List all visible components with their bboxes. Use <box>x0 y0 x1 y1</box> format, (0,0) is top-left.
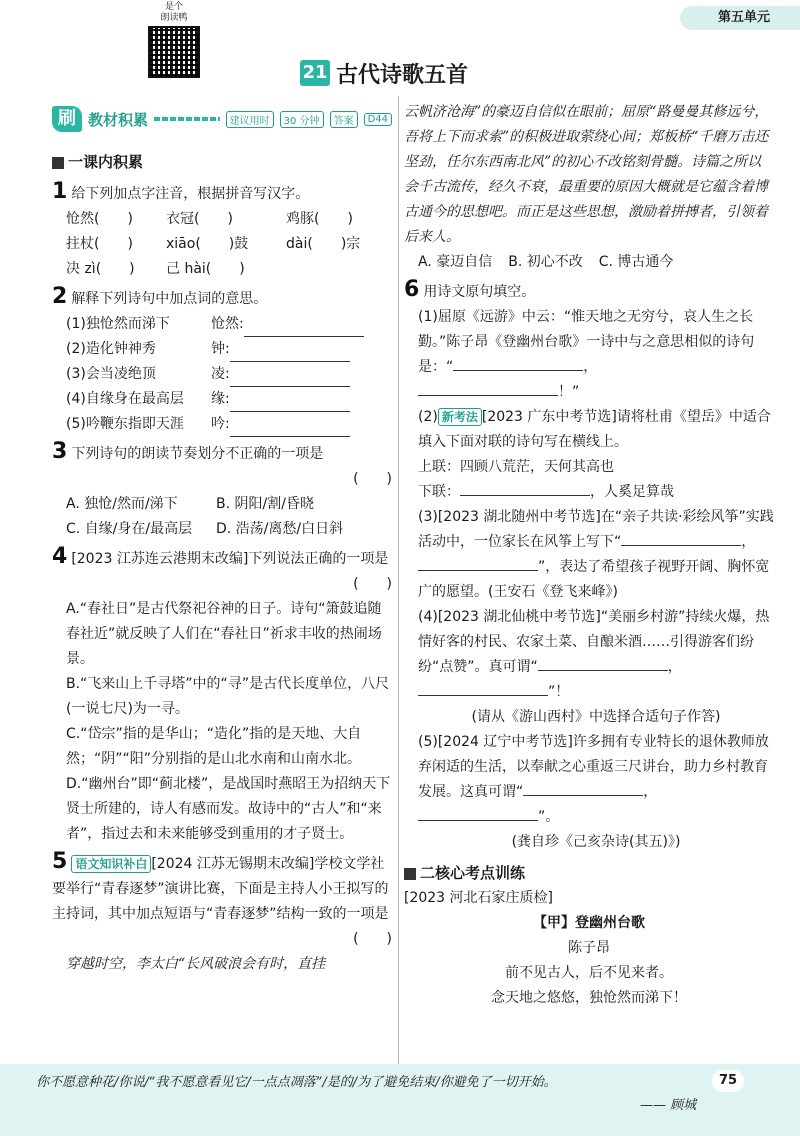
answer-blank[interactable] <box>621 545 741 546</box>
section-bar <box>52 106 392 132</box>
answer-blank[interactable] <box>538 670 668 671</box>
unit-tag: 第五单元 <box>680 6 800 30</box>
q2-item <box>52 312 392 337</box>
answer-blank[interactable] <box>230 412 350 437</box>
answer-blank[interactable] <box>418 570 538 571</box>
qr-code-icon[interactable] <box>148 26 200 78</box>
pinyin-item[interactable]: 拄杖( ) <box>66 236 133 252</box>
q5-options <box>404 250 774 275</box>
option-d[interactable]: D. 浩荡/离愁/白日斜 <box>216 521 344 537</box>
question-1 <box>52 179 392 282</box>
q2-word: 缘: <box>211 391 230 407</box>
q2-item <box>52 337 392 362</box>
answer-blank[interactable] <box>453 370 583 371</box>
item-text: ”。 <box>538 809 560 825</box>
answer-blank[interactable] <box>230 362 350 387</box>
source-label: [2023 河北石家庄质检] <box>404 890 554 906</box>
pinyin-item[interactable]: 怆然( ) <box>66 211 133 227</box>
right-column <box>404 100 774 1011</box>
option-a[interactable]: A. 独怆/然而/涕下 <box>66 496 178 512</box>
q6-item-4: (4)[2023 湖北仙桃中考节选]“美丽乡村游”持续火爆，热情好客的村民、农家土菜、自酿米酒……引得游客们纷纷“点赞”。真可谓“ ，”！ (请从《游山西村》中选择合适句子作答) <box>404 605 774 730</box>
lesson-number: 21 <box>300 60 330 86</box>
qr-caption-1: 是个 <box>164 2 183 12</box>
section-heading-text: 一课内积累 <box>68 153 144 171</box>
answer-page: D44 <box>364 113 392 126</box>
footer-quote: 你不愿意种花/你说/“我不愿意看见它/一点点凋落”/是的/为了避免结束/你避免了一切开始。 <box>36 1075 557 1090</box>
time-label: 建议用时 <box>226 111 274 128</box>
item-text: ！” <box>558 384 580 400</box>
question-text: 给下列加点字注音，根据拼音写汉字。 <box>71 186 310 202</box>
item-text: ”！ <box>548 684 570 700</box>
lesson-title-row <box>300 58 468 88</box>
q2-line: (3)会当凌绝顶 <box>66 366 156 382</box>
question-3 <box>52 439 392 542</box>
item-text: [2023 广东中考节选]请将杜甫《望岳》中适合填入下面对联的诗句写在横线上。 <box>418 409 771 450</box>
poem-line: 念天地之悠悠，独怆然而涕下！ <box>491 990 687 1006</box>
couplet-up: 上联：四顾八荒茫，天何其高也 <box>418 459 614 475</box>
lesson-title: 古代诗歌五首 <box>336 61 469 88</box>
option-c[interactable]: C. 博古通今 <box>598 254 674 270</box>
question-number: 1 <box>52 179 68 204</box>
q2-item <box>52 412 392 437</box>
pinyin-item[interactable]: 鸡豚( ) <box>286 211 353 227</box>
question-text: 用诗文原句填空。 <box>423 284 536 300</box>
q2-line: (1)独怆然而涕下 <box>66 316 170 332</box>
q2-word: 钟: <box>211 341 230 357</box>
item-note: (请从《游山西村》中选择合适句子作答) <box>471 709 721 725</box>
q2-line: (2)造化钟神秀 <box>66 341 156 357</box>
knowledge-tag: 语文知识补白 <box>71 855 151 873</box>
brush-icon: 刷 <box>52 106 82 132</box>
item-text: ”，表达了希望孩子视野开阔、胸怀宽广的愿望。(王安石《登飞来峰》) <box>418 559 770 600</box>
poem-line: 前不见古人，后不见来者。 <box>505 965 673 981</box>
question-text: 解释下列诗句中加点词的意思。 <box>71 291 268 307</box>
pinyin-item[interactable]: xiāo( )鼓 <box>166 236 249 252</box>
option-a[interactable]: A. 豪迈自信 <box>418 254 493 270</box>
answer-blank[interactable] <box>230 337 350 362</box>
section-heading-2 <box>404 861 774 886</box>
answer-blank[interactable] <box>523 795 643 796</box>
q6-item-1: (1)屈原《远游》中云：“惟天地之无穷兮，哀人生之长勤。”陈子昂《登幽州台歌》一诗中与之意思相似的诗句是：“ ， ！” <box>418 309 755 400</box>
divider-dots <box>154 117 220 121</box>
answer-blank[interactable] <box>230 387 350 412</box>
q2-word: 吟: <box>211 416 230 432</box>
item-text: (1)屈原《远游》中云：“惟天地之无穷兮，哀人生之长勤。”陈子昂《登幽州台歌》一诗中与之意思相似的诗句是：“ <box>418 309 755 375</box>
option-c[interactable]: C. 自缘/身在/最高层 <box>66 521 193 537</box>
poem-author: 陈子昂 <box>568 940 610 956</box>
new-method-tag: 新考法 <box>438 408 482 426</box>
answer-blank[interactable] <box>418 820 538 821</box>
question-text: [2024 江苏无锡期末改编]学校文学社要举行“青春逐梦”演讲比赛，下面是主持人小王拟写的主持词，其中加点短语与“青春逐梦”结构一致的一项是 <box>52 856 389 922</box>
answer-blank[interactable] <box>418 395 558 396</box>
couplet-label: 下联： <box>418 484 460 500</box>
question-number: 4 <box>52 544 68 569</box>
question-6 <box>404 277 774 855</box>
pinyin-item[interactable]: 衣冠( ) <box>166 211 233 227</box>
answer-blank[interactable] <box>460 495 590 496</box>
q2-item <box>52 362 392 387</box>
q2-word: 凌: <box>211 366 230 382</box>
section-heading-1 <box>52 150 392 175</box>
option-c[interactable]: C.“岱宗”指的是华山；“造化”指的是天地、大自然；“阴”“阳”分别指的是山北水南和山南水北。 <box>66 726 362 767</box>
item-note: (龚自珍《己亥杂诗(其五)》) <box>511 834 681 850</box>
page-number: 75 <box>712 1070 744 1092</box>
pinyin-item[interactable]: 己 hài( ) <box>166 261 245 277</box>
couplet-end: ，人奚足算哉 <box>590 484 674 500</box>
option-b[interactable]: B.“飞来山上千寻塔”中的“寻”是古代长度单位，八尺(一说七尺)为一寻。 <box>66 676 390 717</box>
passage-text: 穿越时空，李太白“长风破浪会有时，直挂 <box>66 956 326 972</box>
answer-blank[interactable] <box>418 695 548 696</box>
option-d[interactable]: D.“幽州台”即“蓟北楼”，是战国时燕昭王为招纳天下贤士所建的，诗人有感而发。故诗中的“古人”和“来者”，指过去和未来能够受到重用的才子贤士。 <box>66 776 391 842</box>
question-text: [2023 江苏连云港期末改编]下列说法正确的一项是 <box>71 551 389 567</box>
question-number: 5 <box>52 849 68 874</box>
option-b[interactable]: B. 初心不改 <box>508 254 583 270</box>
answer-label: 答案 <box>330 111 358 128</box>
item-text: (4)[2023 湖北仙桃中考节选]“美丽乡村游”持续火爆，热情好客的村民、农家土菜、自酿米酒……引得游客们纷纷“点赞”。真可谓“ <box>418 609 770 675</box>
footer-author: —— 顾城 <box>640 1098 697 1113</box>
question-text: 下列诗句的朗读节奏划分不正确的一项是 <box>71 446 324 462</box>
square-icon <box>52 157 64 169</box>
section-heading-text: 二核心考点训练 <box>420 864 526 882</box>
couplet-down <box>418 480 774 505</box>
answer-paren[interactable]: ( ) <box>353 471 392 487</box>
q6-item-3: (3)[2023 湖北随州中考节选]在“亲子共读·彩绘风筝”实践活动中，一位家长在风筝上写下“ ，”，表达了希望孩子视野开阔、胸怀宽广的愿望。(王安石《登飞来峰》) <box>418 509 774 600</box>
qr-caption-2: 朗读鸭 <box>160 13 188 23</box>
question-number: 2 <box>52 284 68 309</box>
q2-line: (5)吟鞭东指即天涯 <box>66 416 184 432</box>
square-icon <box>404 868 416 880</box>
q2-item <box>52 387 392 412</box>
left-column <box>52 148 392 977</box>
pinyin-item[interactable]: dài( )宗 <box>286 236 361 252</box>
q3-options <box>52 492 392 542</box>
pinyin-grid <box>52 207 392 282</box>
q6-item-5: (5)[2024 辽宁中考节选]许多拥有专业特长的退休教师放弃闲适的生活，以奉献之心重返三尺讲台，助力乡村教育发展。这真可谓“ ，”。 (龚自珍《己亥杂诗(其五)》) <box>404 730 774 855</box>
qr-block[interactable] <box>146 2 202 86</box>
time-value: 30 分钟 <box>280 111 324 128</box>
question-number: 3 <box>52 439 68 464</box>
passage-text: 云帆济沧海”的豪迈自信似在眼前；屈原“路曼曼其修远兮，吾将上下而求索”的积极进取萦绕心间；郑板桥“千磨万击还坚劲，任尔东西南北风”的初心不改铭刻骨髓。诗篇之所以会千古流传，经久不衰，最重要的原因大概就是它蕴含着博古通今的思想吧。而正是这些思想，激励着拼搏者，引领着后来人。 <box>404 104 769 245</box>
question-2 <box>52 284 392 437</box>
q6-item-2: (2) 新考法 [2023 广东中考节选]请将杜甫《望岳》中适合填入下面对联的诗句写在横线上。 上联：四顾八荒茫，天何其高也 下联： ，人奚足算哉 <box>404 405 774 505</box>
q2-word: 怆然: <box>211 316 244 332</box>
answer-paren[interactable]: ( ) <box>353 576 392 592</box>
q2-line: (4)自缘身在最高层 <box>66 391 184 407</box>
option-a[interactable]: A.“春社日”是古代祭祀谷神的日子。诗句“箫鼓追随春社近”就反映了人们在“春社日”祈求丰收的热闹场景。 <box>66 601 382 667</box>
answer-paren[interactable]: ( ) <box>353 931 392 947</box>
section-label: 教材积累 <box>88 110 149 129</box>
question-5 <box>52 849 392 977</box>
item-text: (5)[2024 辽宁中考节选]许多拥有专业特长的退休教师放弃闲适的生活，以奉献之心重返三尺讲台，助力乡村教育发展。这真可谓“ <box>418 734 769 800</box>
option-b[interactable]: B. 阴阳/割/昏晓 <box>216 496 314 512</box>
question-number: 6 <box>404 277 420 302</box>
poem-title: 【甲】登幽州台歌 <box>533 915 645 931</box>
answer-blank[interactable] <box>244 312 364 337</box>
question-4 <box>52 544 392 847</box>
pinyin-item[interactable]: 决 zì( ) <box>66 261 135 277</box>
item-text: (3)[2023 湖北随州中考节选]在“亲子共读·彩绘风筝”实践活动中，一位家长在风筝上写下“ <box>418 509 774 550</box>
